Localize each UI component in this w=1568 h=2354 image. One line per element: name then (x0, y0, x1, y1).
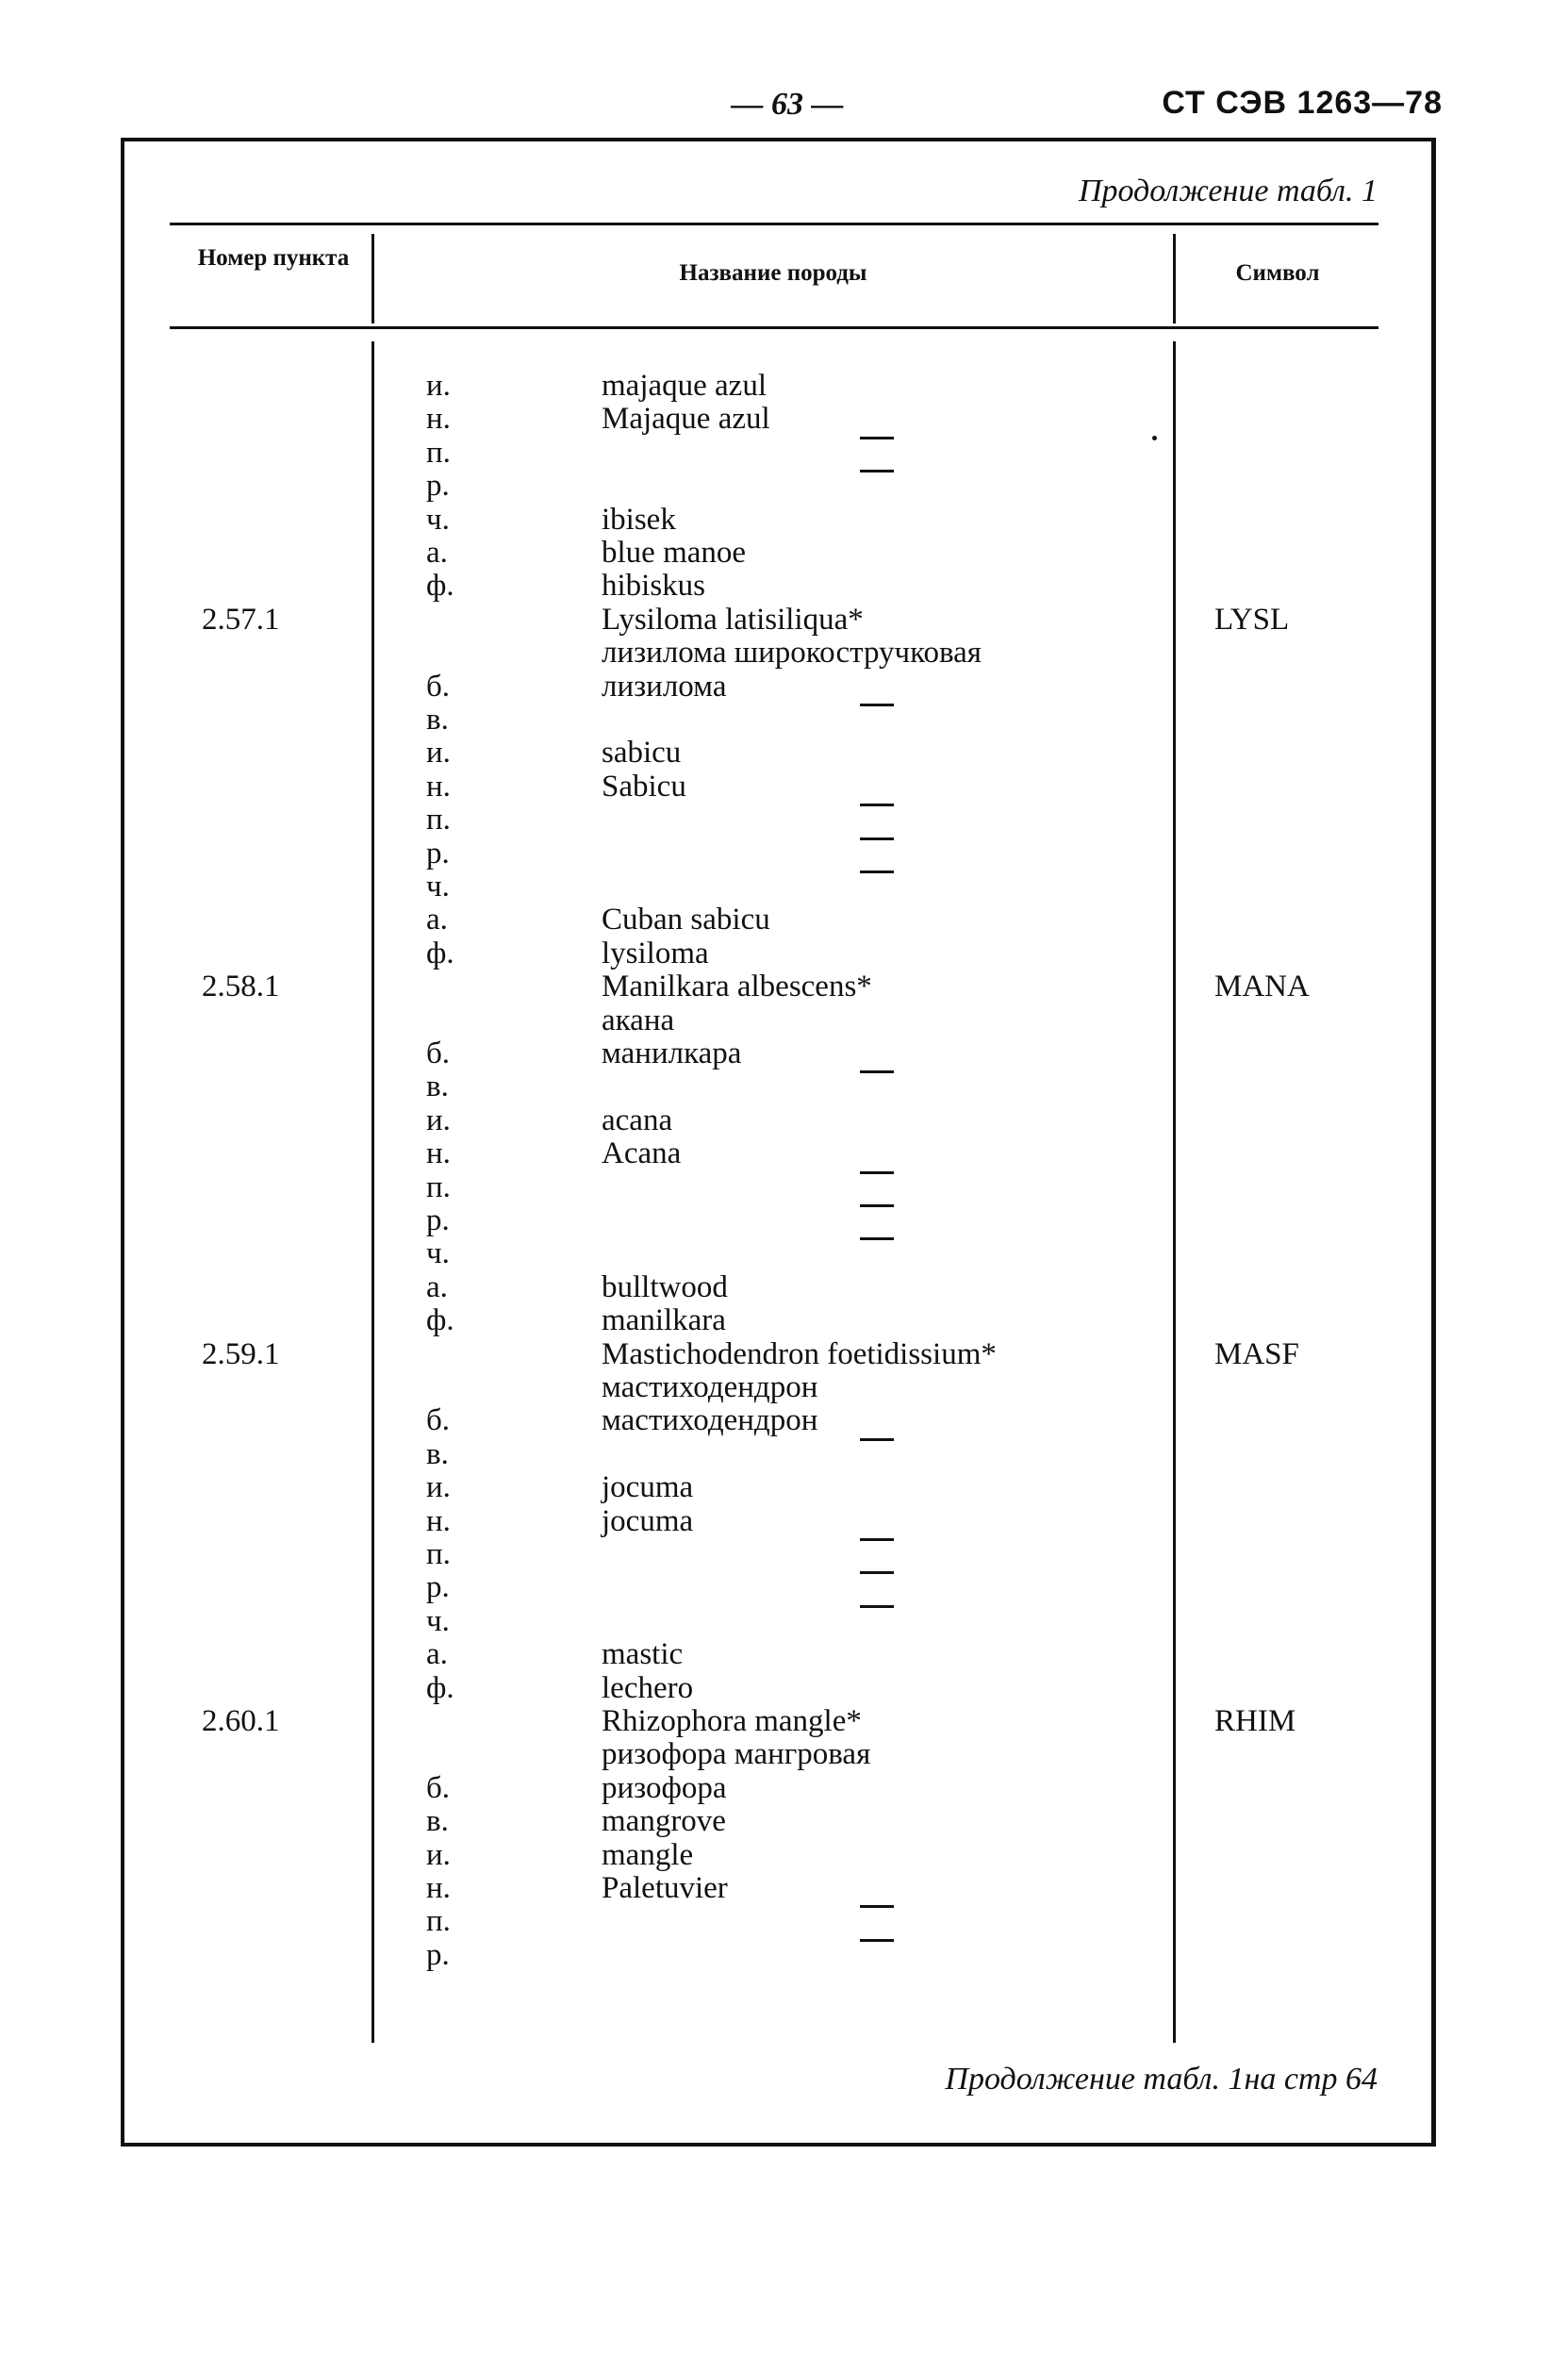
row-language-code: р. (426, 469, 450, 504)
row-language-code: и. (426, 1102, 451, 1137)
row-symbol: LYSL (1214, 602, 1290, 637)
row-species-name: Cuban sabicu (602, 903, 770, 937)
table-row (0, 1404, 1568, 1437)
row-species-name: Lysiloma latisiliqua* (602, 602, 864, 637)
row-species-name: ризофора (602, 1770, 727, 1805)
row-species-name: Sabicu (602, 769, 686, 804)
table-row (0, 970, 1568, 1003)
table-row (0, 1772, 1568, 1805)
row-species-name: Acana (602, 1136, 682, 1171)
table-row (0, 1839, 1568, 1872)
row-language-code: п. (426, 435, 451, 470)
table-row (0, 1738, 1568, 1771)
row-language-code: в. (426, 1804, 449, 1839)
row-language-code: б. (426, 1770, 451, 1805)
row-language-code: а. (426, 536, 448, 570)
table-row (0, 1137, 1568, 1170)
header-divider-right (1173, 234, 1176, 323)
stray-dot-mark (1152, 436, 1157, 440)
row-language-code: ч. (426, 870, 450, 903)
row-species-name: lechero (602, 1670, 694, 1705)
table-row (0, 1004, 1568, 1037)
row-species-name: blue manoe (602, 536, 747, 570)
table-row (0, 1371, 1568, 1404)
row-empty-dash (860, 1571, 894, 1574)
row-empty-dash (860, 804, 894, 806)
column-header-symbol: Символ (1235, 260, 1320, 286)
row-symbol: MASF (1214, 1336, 1299, 1371)
table-row (0, 370, 1568, 403)
table-row (0, 937, 1568, 970)
table-row (0, 1872, 1568, 1905)
row-language-code: б. (426, 669, 451, 704)
row-language-code: б. (426, 1403, 451, 1438)
table-row (0, 737, 1568, 770)
table-row (0, 870, 1568, 903)
table-row (0, 1471, 1568, 1504)
row-species-name: manilkara (602, 1303, 726, 1338)
row-species-name: мастиходендрон (602, 1403, 818, 1438)
row-species-name: Mastichodendron foetidissium* (602, 1336, 997, 1371)
row-species-name: Paletuvier (602, 1871, 728, 1905)
row-species-name: bulltwood (602, 1269, 728, 1304)
row-language-code: ч. (426, 502, 450, 537)
row-empty-dash (860, 1171, 894, 1174)
row-language-code: ф. (426, 1670, 454, 1705)
row-language-code: и. (426, 1837, 451, 1872)
document-code: СТ СЭВ 1263—78 (1162, 85, 1443, 121)
table-row (0, 1070, 1568, 1103)
row-empty-dash (860, 1939, 894, 1942)
row-species-name: акана (602, 1003, 675, 1037)
table-row (0, 1705, 1568, 1738)
table-row (0, 1805, 1568, 1838)
row-language-code: а. (426, 1637, 448, 1672)
row-species-name: jocuma (602, 1470, 694, 1505)
header-divider-left (371, 234, 374, 323)
row-language-code: в. (426, 703, 449, 737)
row-language-code: в. (426, 1069, 449, 1104)
row-species-name: jocuma (602, 1503, 694, 1538)
column-header-name: Название породы (679, 260, 867, 286)
table-continuation-top: Продолжение табл. 1 (1078, 174, 1378, 208)
table-row (0, 771, 1568, 804)
row-species-name: mangle (602, 1837, 694, 1872)
row-language-code: ч. (426, 1236, 450, 1271)
page-number: — 63 — (731, 87, 844, 122)
table-row (0, 437, 1568, 470)
row-empty-dash (860, 837, 894, 840)
table-row (0, 903, 1568, 937)
table-row (0, 1237, 1568, 1270)
row-species-name: манилкара (602, 1036, 742, 1070)
table-row (0, 1672, 1568, 1705)
row-species-name: majaque azul (602, 369, 767, 403)
row-language-code: а. (426, 903, 448, 937)
table-row (0, 1605, 1568, 1638)
frame-top-border (121, 138, 1435, 141)
row-language-code: р. (426, 836, 450, 870)
table-row (0, 537, 1568, 570)
row-empty-dash (860, 1237, 894, 1240)
table-row (0, 1438, 1568, 1471)
table-row (0, 671, 1568, 704)
table-header-bottom-rule (170, 326, 1378, 329)
row-number: 2.57.1 (202, 602, 280, 637)
table-row (0, 1204, 1568, 1237)
row-empty-dash (860, 437, 894, 439)
table-row (0, 1171, 1568, 1204)
row-number: 2.59.1 (202, 1336, 280, 1371)
row-species-name: mastic (602, 1637, 684, 1672)
table-continuation-bottom: Продолжение табл. 1на стр 64 (945, 2062, 1378, 2097)
row-symbol: MANA (1214, 970, 1310, 1004)
row-empty-dash (860, 704, 894, 706)
row-species-name: лизилома широкостручковая (602, 636, 982, 671)
table-row (0, 837, 1568, 870)
table-row (0, 1638, 1568, 1671)
table-row (0, 1104, 1568, 1137)
row-species-name: acana (602, 1102, 673, 1137)
row-language-code: в. (426, 1436, 449, 1471)
row-language-code: н. (426, 1871, 451, 1905)
row-empty-dash (860, 1538, 894, 1541)
row-species-name: ibisek (602, 502, 676, 537)
row-language-code: п. (426, 1904, 451, 1939)
row-language-code: ф. (426, 569, 454, 604)
row-language-code: а. (426, 1269, 448, 1304)
table-row (0, 1037, 1568, 1070)
row-language-code: н. (426, 769, 451, 804)
row-language-code: б. (426, 1036, 451, 1070)
row-species-name: Manilkara albescens* (602, 970, 872, 1004)
row-language-code: н. (426, 1136, 451, 1171)
row-symbol: RHIM (1214, 1704, 1296, 1738)
table-row (0, 1939, 1568, 1972)
row-language-code: п. (426, 803, 451, 837)
row-number: 2.58.1 (202, 970, 280, 1004)
row-species-name: Majaque azul (602, 402, 770, 437)
row-language-code: п. (426, 1537, 451, 1571)
row-number: 2.60.1 (202, 1704, 280, 1738)
row-language-code: и. (426, 736, 451, 771)
table-row (0, 1338, 1568, 1371)
table-row (0, 470, 1568, 503)
row-empty-dash (860, 1605, 894, 1608)
row-language-code: п. (426, 1169, 451, 1204)
row-language-code: н. (426, 402, 451, 437)
row-language-code: р. (426, 1937, 450, 1972)
row-language-code: и. (426, 1470, 451, 1505)
table-row (0, 1505, 1568, 1538)
table-row (0, 604, 1568, 637)
row-empty-dash (860, 1905, 894, 1908)
column-header-number: Номер пункта (197, 245, 350, 271)
row-language-code: ф. (426, 1303, 454, 1338)
row-empty-dash (860, 870, 894, 873)
table-row (0, 570, 1568, 603)
row-species-name: Rhizophora mangle* (602, 1704, 862, 1738)
table-row (0, 504, 1568, 537)
row-language-code: р. (426, 1203, 450, 1237)
row-species-name: мастиходендрон (602, 1370, 818, 1404)
table-header-top-rule (170, 223, 1378, 225)
table-row (0, 804, 1568, 837)
row-language-code: ф. (426, 936, 454, 970)
row-empty-dash (860, 470, 894, 472)
row-language-code: ч. (426, 1603, 450, 1638)
row-species-name: лизилома (602, 669, 727, 704)
row-species-name: lysiloma (602, 936, 709, 970)
row-species-name: sabicu (602, 736, 682, 771)
row-species-name: ризофора мангровая (602, 1737, 871, 1772)
table-row (0, 403, 1568, 436)
table-row (0, 704, 1568, 737)
table-row (0, 1304, 1568, 1337)
row-language-code: н. (426, 1503, 451, 1538)
row-species-name: hibiskus (602, 569, 706, 604)
row-empty-dash (860, 1070, 894, 1073)
table-row (0, 1905, 1568, 1938)
table-row (0, 1571, 1568, 1604)
table-row (0, 1271, 1568, 1304)
row-empty-dash (860, 1438, 894, 1441)
row-empty-dash (860, 1204, 894, 1207)
table-row (0, 637, 1568, 670)
row-species-name: mangrove (602, 1804, 726, 1839)
row-language-code: р. (426, 1570, 450, 1605)
table-row (0, 1538, 1568, 1571)
row-language-code: и. (426, 369, 451, 403)
frame-bottom-border (121, 2143, 1435, 2147)
